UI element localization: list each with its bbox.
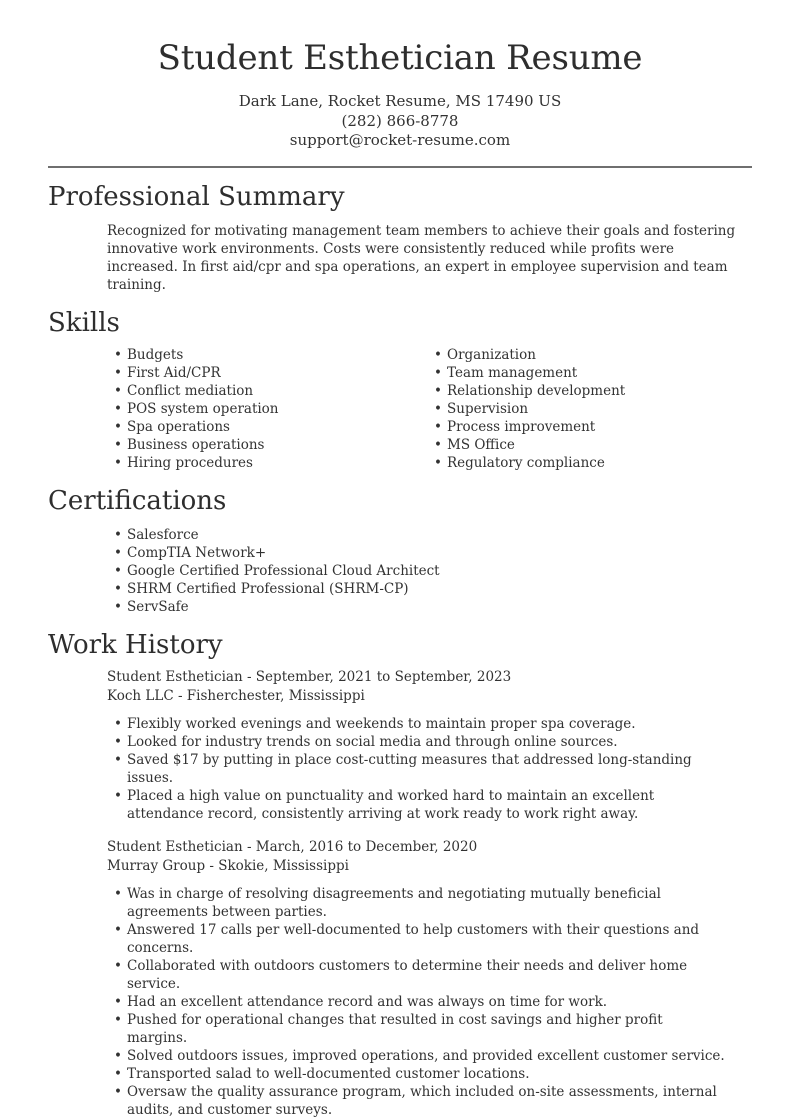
job-entry <box>48 838 752 1119</box>
job-bullet: • Oversaw the quality assurance program, which included on-site assessments, internal audits, and customer surveys. <box>114 1083 726 1119</box>
job-entry <box>48 668 752 823</box>
skill-item: • Organization <box>434 346 625 364</box>
contact-email: support@rocket-resume.com <box>289 131 511 149</box>
job-company-line: Murray Group - Skokie, Mississippi <box>107 857 349 874</box>
skill-item: • Supervision <box>434 400 625 418</box>
page-title: Student Esthetician Resume <box>157 38 643 78</box>
resume-header <box>48 37 752 151</box>
skills-column-left <box>114 346 434 472</box>
job-bullet: • Collaborated with outdoors customers to determine their needs and deliver home service. <box>114 957 726 993</box>
skills-column-right <box>434 346 625 472</box>
skill-item: • Hiring procedures <box>114 454 434 472</box>
certification-item: • ServSafe <box>114 598 726 616</box>
job-bullet: • Was in charge of resolving disagreements and negotiating mutually beneficial agreements between parties. <box>114 885 726 921</box>
skill-item: • POS system operation <box>114 400 434 418</box>
job-bullet: • Placed a high value on punctuality and worked hard to maintain an excellent attendance record, consistently arriving at work ready to work right away. <box>114 787 726 823</box>
job-bullet: • Pushed for operational changes that resulted in cost savings and higher profit margins. <box>114 1011 726 1047</box>
skill-item: • Business operations <box>114 436 434 454</box>
job-title-line: Student Esthetician - March, 2016 to December, 2020 <box>107 838 478 855</box>
summary-text: Recognized for motivating management team members to achieve their goals and fostering innovative work environments. Costs were consistently reduced while profits were increased. In first aid/cpr and spa operations, an expert in employee supervision and team training. <box>107 222 736 293</box>
job-title-line: Student Esthetician - September, 2021 to September, 2023 <box>107 668 512 685</box>
section-heading-skills: Skills <box>48 307 120 338</box>
skill-item: • Spa operations <box>114 418 434 436</box>
job-bullet: • Transported salad to well-documented customer locations. <box>114 1065 726 1083</box>
section-certifications <box>48 486 752 616</box>
section-work-history <box>48 630 752 1119</box>
skill-item: • Process improvement <box>434 418 625 436</box>
job-bullet: • Had an excellent attendance record and was always on time for work. <box>114 993 726 1011</box>
job-bullet-list <box>114 885 752 1119</box>
skill-item: • Conflict mediation <box>114 382 434 400</box>
contact-address: Dark Lane, Rocket Resume, MS 17490 US <box>238 92 562 110</box>
certification-item: • Google Certified Professional Cloud Architect <box>114 562 726 580</box>
skill-item: • Team management <box>434 364 625 382</box>
certification-item: • Salesforce <box>114 526 726 544</box>
job-header <box>107 668 752 706</box>
section-heading-work-history: Work History <box>48 629 223 660</box>
contact-block <box>48 92 752 151</box>
job-bullet: • Solved outdoors issues, improved operations, and provided excellent customer service. <box>114 1047 726 1065</box>
job-header <box>107 838 752 876</box>
skill-item: • Budgets <box>114 346 434 364</box>
section-heading-professional-summary: Professional Summary <box>48 181 345 212</box>
job-bullet: • Saved $17 by putting in place cost-cutting measures that addressed long-standing issues. <box>114 751 726 787</box>
section-skills <box>48 308 752 472</box>
certification-item: • CompTIA Network+ <box>114 544 726 562</box>
header-divider <box>48 166 752 168</box>
skill-item: • MS Office <box>434 436 625 454</box>
skill-item: • Relationship development <box>434 382 625 400</box>
job-bullet: • Flexibly worked evenings and weekends to maintain proper spa coverage. <box>114 715 726 733</box>
certification-item: • SHRM Certified Professional (SHRM-CP) <box>114 580 726 598</box>
job-bullet: • Looked for industry trends on social media and through online sources. <box>114 733 726 751</box>
certifications-list <box>114 526 752 616</box>
section-professional-summary <box>48 182 752 294</box>
job-company-line: Koch LLC - Fisherchester, Mississippi <box>107 687 365 704</box>
skill-item: • Regulatory compliance <box>434 454 625 472</box>
job-bullet: • Answered 17 calls per well-documented to help customers with their questions and concerns. <box>114 921 726 957</box>
job-bullet-list <box>114 715 752 823</box>
skills-columns <box>48 346 752 472</box>
contact-phone: (282) 866-8778 <box>341 111 459 130</box>
section-heading-certifications: Certifications <box>48 485 227 516</box>
skill-item: • First Aid/CPR <box>114 364 434 382</box>
